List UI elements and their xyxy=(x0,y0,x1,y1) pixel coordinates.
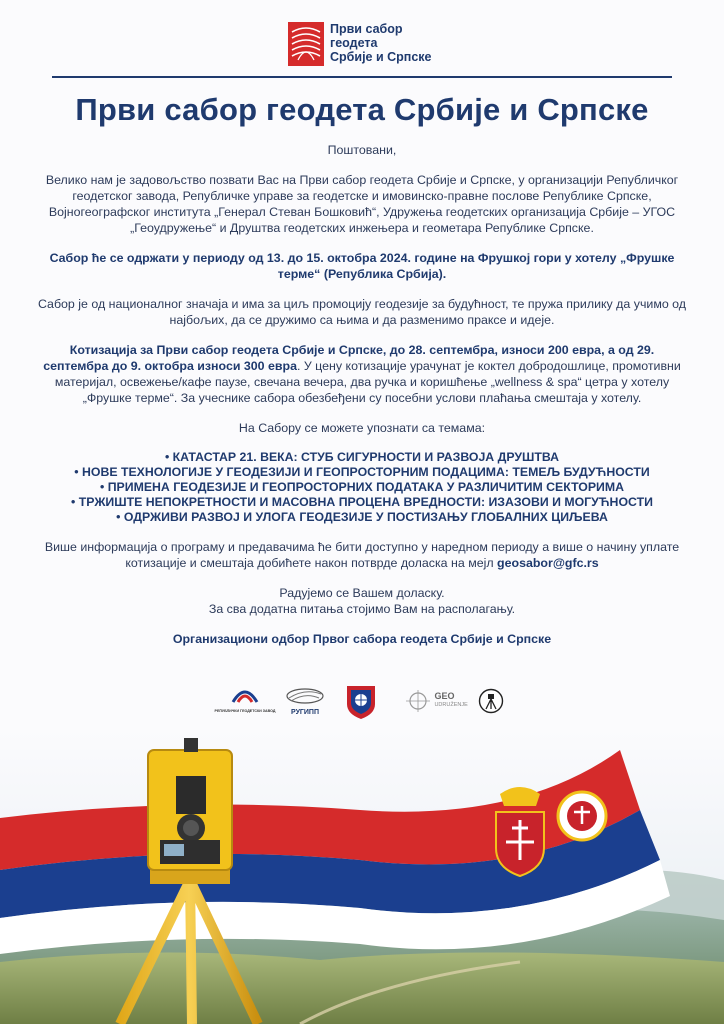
more-info-text: Више информација о програму и предавачима ће бити доступно у наредном периоду а више о начину уплате котизације и смештаја добићете након потврде доласка на мејл xyxy=(44,540,680,570)
closing-line-1: Радујемо се Вашем доласку. xyxy=(279,586,445,600)
topic-item: • КАТАСТАР 21. ВЕКА: СТУБ СИГУРНОСТИ И РАЗВОЈА ДРУШТВА xyxy=(164,450,560,464)
topic-item: • ОДРЖИВИ РАЗВОЈ И УЛОГА ГЕОДЕЗИЈЕ У ПОСТИЗАЊУ ГЛОБАЛНИХ ЦИЉЕВА xyxy=(116,510,608,524)
republika-srpska-seal-icon xyxy=(558,792,606,840)
page-title: Први сабор геодета Србије и Српске xyxy=(75,92,649,127)
rgz-logo-text: РЕПУБЛИЧКИ ГЕОДЕТСКИ ЗАВОД xyxy=(214,709,276,713)
paragraph-intro: Велико нам је задовољство позвати Вас на Први сабор геодета Србије и Српске, у организацији Републичког геодетског завода, Републичке управе за геодетске и имовинско-правне послове Републике Српске, Војногеографског института „Генерал Стеван Бошковић“, Удружења геодетских организација Србије – УГОС „Геоудружење“ и Друштва геодетских инжењера и геометара Републике Српске. xyxy=(45,173,679,235)
letter-body xyxy=(36,142,688,647)
topic-item: • ТРЖИШТЕ НЕПОКРЕТНОСТИ И МАСОВНА ПРОЦЕНА ВРЕДНОСТИ: ИЗАЗОВИ И МОГУЋНОСТИ xyxy=(71,495,653,509)
rugipp-logo xyxy=(280,688,330,716)
fees-bold: Котизација за Први сабор геодета Србије и Српске, до 28. септембра, износи 200 евра, а од 29. септембра до 9. октобра износи 300 евра xyxy=(43,343,655,373)
rugipp-emblem-icon xyxy=(285,688,325,704)
serbian-coat-of-arms-icon xyxy=(496,787,544,876)
topic-item: • НОВЕ ТЕХНОЛОГИЈЕ У ГЕОДЕЗИЈИ И ГЕОПРОСТОРНИМ ПОДАЦИМА: ТЕМЕЉ БУДУЋНОСТИ xyxy=(74,465,650,479)
signature: Организациони одбор Првог сабора геодета Србије и Српске xyxy=(172,632,552,646)
tripod-circle-icon xyxy=(478,688,504,714)
logo-line-1: Први сабор xyxy=(330,22,403,36)
sabor-logo-icon xyxy=(288,22,324,66)
paragraph-purpose: Сабор је од националног значаја и има за циљ промоцију геодезије за будућност, те пружа прилику да учимо од најбољих, да се дружимо са њима и да разменимо праксе и идеје. xyxy=(37,297,687,327)
topics-list xyxy=(36,450,688,525)
paragraph-fees xyxy=(36,342,688,406)
logo-line-3: Србије и Српске xyxy=(330,50,432,64)
logo-line-2: геодета xyxy=(330,36,378,50)
header-logo-text xyxy=(330,22,432,64)
header-logo xyxy=(288,22,432,66)
udruzenje-logo-word: UDRUŽENJE xyxy=(434,702,468,708)
greeting: Поштовани, xyxy=(327,143,397,157)
paragraph-dates: Сабор ће се одржати у периоду од 13. до 15. октобра 2024. године на Фрушкој гори у хотелу „Фрушке терме“ (Република Србија). xyxy=(49,251,675,281)
military-shield-icon xyxy=(344,684,378,720)
geo-logo-word: GEO xyxy=(434,691,455,701)
contact-email[interactable]: geosabor@gfc.rs xyxy=(497,556,599,570)
rgz-logo xyxy=(214,684,276,713)
vgi-logo xyxy=(344,684,378,725)
fees-details: . У цену котизације урачунат је коктел добродошлице, промотивни материјал, освежење/кафе паузе, свечана вечера, два ручка и коришћење „wellness & spa“ цетра у хотелу „Фрушке терме“. За учеснике сабора обезбеђени су посебни услови плаћања смештаја у хотелу. xyxy=(54,359,681,405)
topics-intro: На Сабору се можете упознати са темама: xyxy=(238,421,486,435)
landscape-illustration xyxy=(0,730,724,1024)
rugipp-logo-text: РУГИПП xyxy=(291,709,319,716)
crosshair-icon xyxy=(406,690,430,712)
closing-line-2: За сва додатна питања стојимо Вам на располагању. xyxy=(208,602,516,616)
paragraph-more-info xyxy=(36,539,688,571)
geoudruzenje-logo xyxy=(406,690,468,712)
topic-item: • ПРИМЕНА ГЕОДЕЗИЈЕ И ГЕОПРОСТОРНИХ ПОДАТАКА У РАЗЛИЧИТИМ СЕКТОРИМА xyxy=(99,480,624,494)
header-divider xyxy=(52,76,672,78)
partner-logos xyxy=(0,684,724,718)
geodetic-society-logo xyxy=(478,688,504,719)
rgz-emblem-icon xyxy=(230,684,260,704)
